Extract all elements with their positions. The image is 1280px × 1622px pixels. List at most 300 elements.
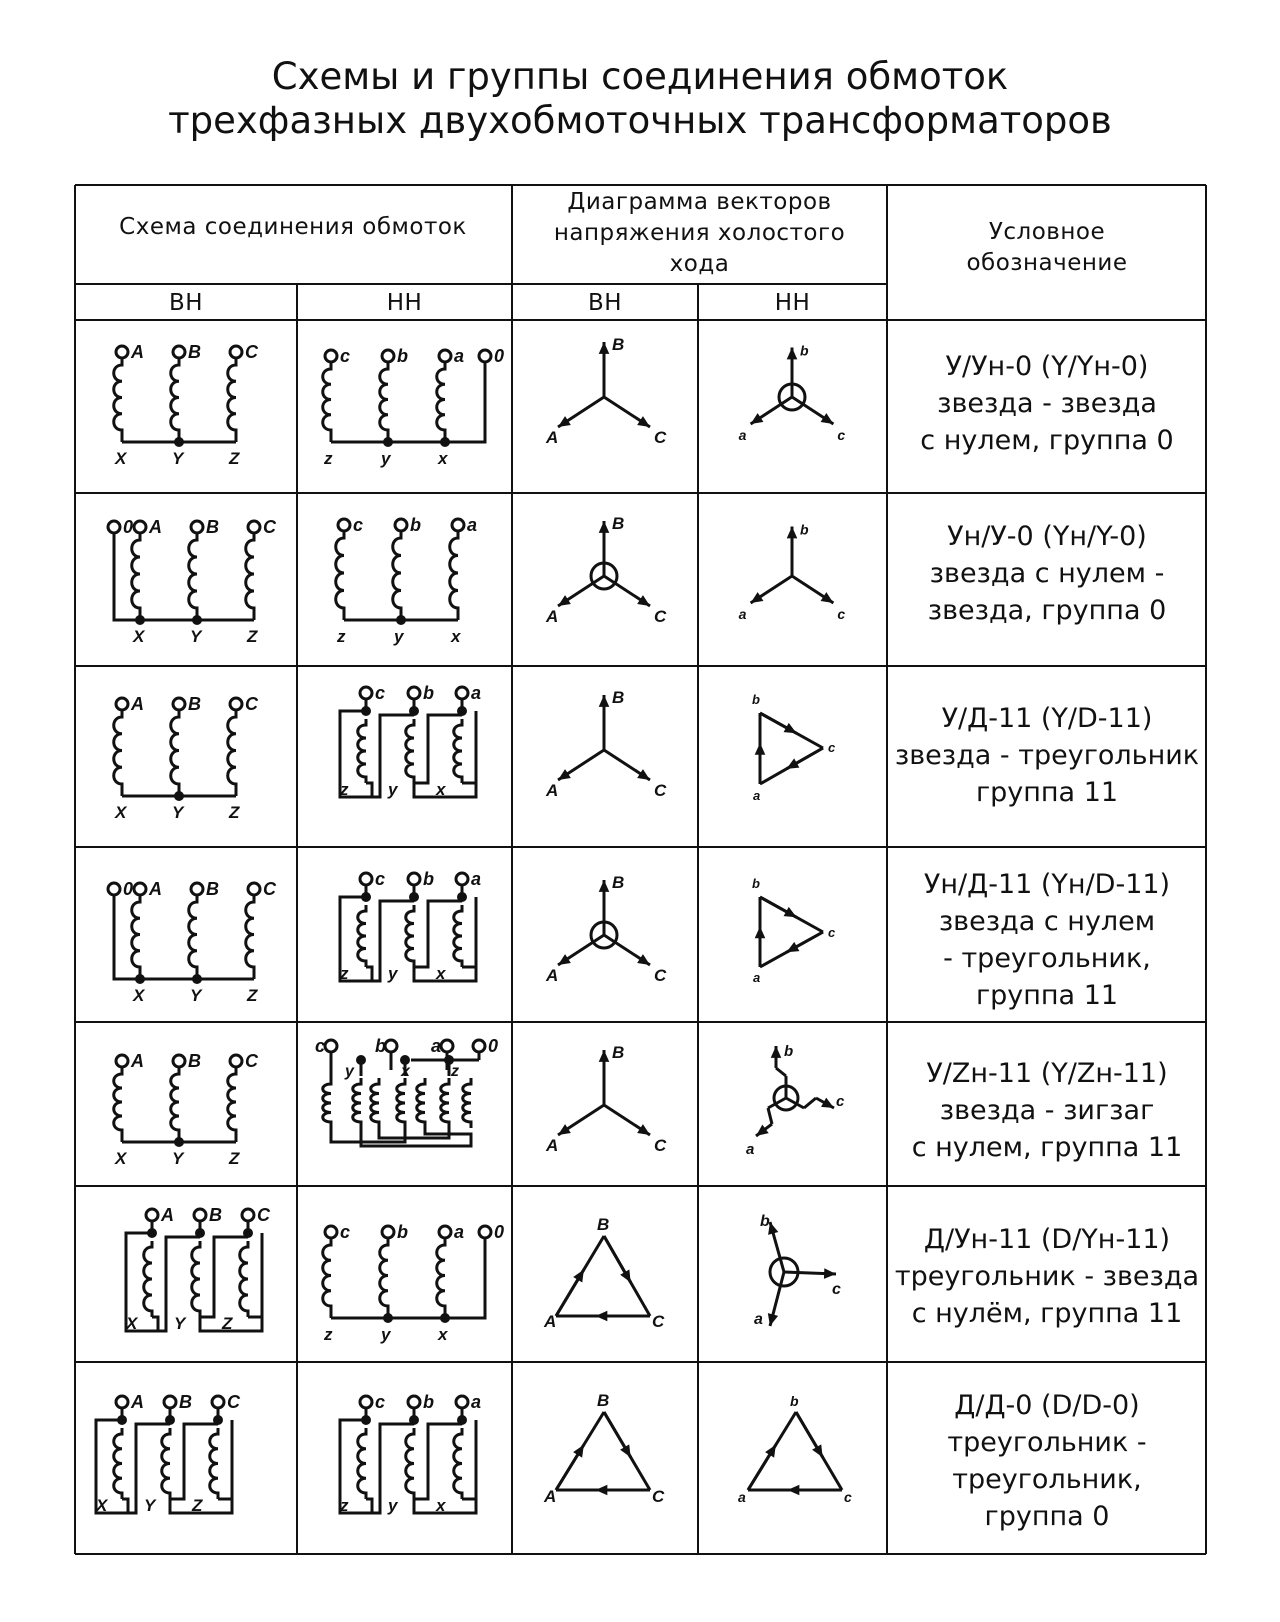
terminal-icon — [108, 883, 120, 895]
terminal-label: A — [149, 517, 162, 537]
junction-dot — [192, 615, 202, 625]
terminal-icon — [360, 1396, 372, 1408]
designation-line: звезда, группа 0 — [927, 595, 1167, 626]
wire — [366, 967, 372, 981]
terminal-label: 0 — [494, 1222, 505, 1242]
terminal-label: b — [800, 521, 809, 538]
terminal-label: B — [188, 694, 201, 714]
header-vector-line-2: напряжения холостого — [553, 220, 846, 246]
header-vector-line-3: хода — [669, 251, 730, 277]
junction-dot — [383, 1313, 393, 1323]
arrow-head-icon — [787, 348, 798, 360]
header-hv-vector: ВН — [587, 290, 623, 316]
designation-line: треугольник - — [947, 1427, 1147, 1458]
terminal-label: B — [206, 879, 219, 899]
terminal-icon — [382, 1226, 394, 1238]
terminal-label: z — [451, 1063, 459, 1080]
arrow-head-icon — [824, 1268, 836, 1279]
arrow-head-icon — [599, 342, 610, 354]
wire — [445, 362, 485, 442]
wire — [776, 1068, 786, 1076]
terminal-icon — [338, 519, 350, 531]
terminal-label: x — [436, 1496, 446, 1515]
coil-icon — [114, 359, 122, 436]
terminal-label: b — [790, 1393, 799, 1409]
wire — [760, 748, 823, 784]
terminal-label: c — [375, 683, 386, 703]
arrow-head-icon — [599, 880, 610, 892]
wire — [340, 897, 414, 981]
terminal-label: b — [752, 876, 760, 891]
coil-icon — [210, 1428, 218, 1499]
terminal-label: 0 — [494, 346, 505, 366]
terminal-label: 0 — [123, 517, 134, 537]
diagram-row — [125, 1205, 841, 1344]
terminal-icon — [408, 873, 420, 885]
header-designation-line-2: обозначение — [966, 250, 1128, 276]
terminal-label: a — [454, 1222, 465, 1242]
junction-dot — [396, 615, 406, 625]
coil-icon — [240, 1241, 248, 1317]
terminal-label: X — [133, 986, 145, 1005]
terminal-label: c — [340, 1222, 351, 1242]
terminal-label: a — [471, 869, 482, 889]
terminal-label: C — [245, 694, 258, 714]
terminal-label: X — [115, 449, 127, 468]
arrow-head-icon — [787, 527, 798, 539]
terminal-label: C — [654, 607, 667, 626]
terminal-label: c — [375, 869, 386, 889]
designation-line: треугольник - звезда — [894, 1261, 1200, 1292]
terminal-label: c — [340, 346, 351, 366]
wire — [748, 1412, 796, 1490]
terminal-icon — [452, 519, 464, 531]
terminal-icon — [191, 883, 203, 895]
terminal-label: x — [436, 964, 446, 983]
designation-cell — [888, 700, 1206, 811]
header-hv-scheme: ВН — [168, 290, 204, 316]
diagram-row — [95, 1391, 852, 1515]
terminal-label: A — [546, 607, 559, 626]
terminal-icon — [173, 698, 185, 710]
designation-line: Д/Ун-11 (D/Yн-11) — [923, 1224, 1171, 1255]
terminal-icon — [173, 346, 185, 358]
terminal-label: b — [423, 683, 434, 703]
terminal-label: A — [131, 694, 144, 714]
coil-icon — [132, 534, 140, 614]
terminal-icon — [230, 1055, 242, 1067]
wire — [796, 1412, 842, 1490]
coil-icon — [171, 359, 179, 436]
arrow-head-icon — [599, 1050, 610, 1062]
arrow-head-icon — [599, 521, 610, 533]
wire — [331, 1128, 405, 1142]
terminal-icon — [479, 1226, 491, 1238]
terminal-label: A — [131, 1051, 144, 1071]
terminal-label: z — [340, 1496, 349, 1515]
coil-icon — [171, 711, 179, 790]
designation-line: - треугольник, — [943, 943, 1151, 974]
coil-icon — [192, 1241, 200, 1317]
terminal-label: C — [257, 1205, 270, 1225]
terminal-label: B — [612, 1043, 625, 1062]
terminal-label: c — [353, 515, 364, 535]
diagram-row — [114, 683, 836, 822]
coil-icon — [406, 905, 414, 967]
coil-icon — [132, 896, 140, 973]
terminal-icon — [116, 346, 128, 358]
header-designation-line-1: Условное — [988, 219, 1106, 245]
terminal-label: A — [149, 879, 162, 899]
junction-dot — [192, 974, 202, 984]
wire — [760, 897, 823, 932]
coil-icon — [393, 532, 401, 614]
terminal-label: b — [375, 1036, 386, 1056]
terminal-icon — [134, 883, 146, 895]
coil-icon — [323, 1078, 331, 1128]
terminal-label: Z — [229, 1149, 240, 1168]
terminal-icon — [248, 883, 260, 895]
terminal-icon — [439, 350, 451, 362]
designation-line: звезда - зигзаг — [939, 1095, 1155, 1126]
designation-cell — [888, 1221, 1206, 1332]
terminal-label: A — [161, 1205, 174, 1225]
terminal-label: X — [115, 803, 127, 822]
junction-dot — [440, 1313, 450, 1323]
terminal-label: y — [388, 964, 398, 983]
coil-icon — [246, 896, 254, 973]
terminal-label: C — [263, 517, 276, 537]
terminal-icon — [408, 1396, 420, 1408]
junction-dot — [174, 1137, 184, 1147]
terminal-label: c — [836, 1093, 845, 1110]
terminal-label: A — [546, 1136, 559, 1155]
terminal-label: Y — [174, 1314, 186, 1333]
terminal-label: a — [431, 1036, 442, 1056]
terminal-icon — [194, 1209, 206, 1221]
terminal-icon — [242, 1209, 254, 1221]
terminal-label: C — [654, 428, 667, 447]
terminal-label: C — [652, 1487, 665, 1506]
diagram-row — [114, 335, 846, 468]
terminal-label: y — [388, 1496, 398, 1515]
coil-icon — [336, 532, 344, 614]
terminal-label: A — [131, 342, 144, 362]
coil-icon — [358, 719, 366, 783]
terminal-label: x — [451, 627, 461, 646]
designation-line: звезда - звезда — [937, 388, 1157, 419]
terminal-icon — [116, 698, 128, 710]
terminal-icon — [108, 521, 120, 533]
designation-line: У/Д-11 (Y/D-11) — [941, 703, 1153, 734]
designation-cell — [888, 1055, 1206, 1166]
wire — [760, 932, 823, 967]
junction-dot — [135, 615, 145, 625]
terminal-label: b — [423, 1392, 434, 1412]
coil-icon — [323, 1239, 331, 1312]
terminal-label: y — [381, 449, 391, 468]
header-designation — [888, 217, 1206, 279]
wire — [366, 783, 372, 797]
terminal-label: x — [438, 449, 448, 468]
terminal-label: Z — [229, 803, 240, 822]
designation-cell — [888, 866, 1206, 1014]
coil-icon — [450, 532, 458, 614]
designation-line: с нулем, группа 0 — [920, 425, 1174, 456]
coil-icon — [417, 1078, 425, 1128]
terminal-icon — [325, 1040, 337, 1052]
terminal-label: z — [324, 449, 333, 468]
terminal-label: Z — [229, 449, 240, 468]
terminal-icon — [212, 1396, 224, 1408]
terminal-icon — [456, 687, 468, 699]
junction-dot — [440, 437, 450, 447]
wire — [604, 1236, 650, 1316]
terminal-label: b — [752, 692, 760, 707]
terminal-label: A — [544, 1312, 557, 1331]
terminal-label: c — [828, 925, 836, 940]
terminal-label: b — [397, 346, 408, 366]
terminal-icon — [473, 1040, 485, 1052]
terminal-label: Z — [247, 627, 258, 646]
terminal-label: 0 — [488, 1036, 499, 1056]
terminal-icon — [395, 519, 407, 531]
terminal-icon — [248, 521, 260, 533]
coil-icon — [162, 1428, 170, 1499]
designation-line: звезда - треугольник — [894, 740, 1200, 771]
coil-icon — [228, 359, 236, 436]
wire — [445, 1238, 485, 1318]
diagram-row — [108, 869, 836, 1005]
terminal-icon — [439, 1226, 451, 1238]
terminal-label: b — [784, 1043, 794, 1060]
terminal-label: X — [133, 627, 145, 646]
designation-cell — [888, 518, 1206, 629]
junction-dot — [135, 974, 145, 984]
terminal-label: B — [179, 1392, 192, 1412]
terminal-label: a — [753, 970, 761, 985]
designation-line: с нулем, группа 11 — [911, 1132, 1183, 1163]
terminal-label: a — [454, 346, 465, 366]
wire — [760, 713, 823, 748]
terminal-label: B — [597, 1391, 610, 1410]
junction-dot — [383, 437, 393, 447]
terminal-label: A — [546, 781, 559, 800]
coil-icon — [358, 1428, 366, 1499]
terminal-icon — [191, 521, 203, 533]
terminal-label: C — [654, 781, 667, 800]
terminal-label: Y — [172, 449, 184, 468]
terminal-label: x — [436, 780, 446, 799]
terminal-label: y — [394, 627, 404, 646]
coil-icon — [358, 905, 366, 967]
terminal-icon — [146, 1209, 158, 1221]
terminal-label: C — [654, 966, 667, 985]
wire — [340, 711, 414, 797]
wire — [604, 1412, 650, 1490]
header-scheme: Схема соединения обмоток — [119, 214, 467, 240]
terminal-label: b — [410, 515, 421, 535]
coil-icon — [353, 1078, 361, 1128]
terminal-icon — [360, 873, 372, 885]
designation-line: группа 11 — [975, 777, 1119, 808]
coil-icon — [323, 363, 331, 436]
terminal-label: a — [738, 606, 747, 622]
terminal-label: a — [746, 1141, 755, 1158]
terminal-label: C — [652, 1312, 665, 1331]
designation-line: У/Ун-0 (Y/Yн-0) — [945, 351, 1149, 382]
terminal-label: Y — [172, 803, 184, 822]
terminal-icon — [456, 1396, 468, 1408]
coil-icon — [437, 1239, 445, 1312]
terminal-label: B — [612, 688, 625, 707]
wire — [804, 1098, 816, 1108]
terminal-icon — [116, 1055, 128, 1067]
wire — [340, 1420, 414, 1513]
terminal-label: a — [738, 1489, 746, 1505]
coil-icon — [228, 711, 236, 790]
title-line-1: Схемы и группы соединения обмоток — [271, 55, 1009, 98]
header-lv-scheme: НН — [386, 290, 423, 316]
terminal-label: C — [245, 1051, 258, 1071]
terminal-label: a — [738, 427, 747, 443]
terminal-label: C — [263, 879, 276, 899]
terminal-label: A — [544, 1487, 557, 1506]
terminal-icon — [360, 687, 372, 699]
terminal-label: C — [227, 1392, 240, 1412]
designation-line: группа 0 — [984, 1501, 1110, 1532]
coil-icon — [406, 1428, 414, 1499]
terminal-label: x — [401, 1063, 410, 1080]
terminal-label: B — [206, 517, 219, 537]
title-line-2: трехфазных двухобмоточных трансформаторов — [168, 99, 1112, 142]
designation-line: звезда с нулем - — [929, 558, 1165, 589]
terminal-label: Z — [222, 1314, 233, 1333]
terminal-label: B — [188, 342, 201, 362]
coil-icon — [189, 896, 197, 973]
terminal-label: A — [546, 428, 559, 447]
terminal-label: B — [209, 1205, 222, 1225]
designation-line: треугольник, — [952, 1464, 1142, 1495]
coil-icon — [463, 1078, 471, 1128]
terminal-label: a — [467, 515, 478, 535]
wire — [556, 1236, 604, 1316]
terminal-icon — [164, 1396, 176, 1408]
terminal-label: B — [612, 873, 625, 892]
terminal-icon — [456, 873, 468, 885]
terminal-icon — [441, 1040, 453, 1052]
terminal-label: A — [546, 966, 559, 985]
terminal-label: a — [471, 1392, 482, 1412]
terminal-label: a — [471, 683, 482, 703]
terminal-label: c — [837, 427, 846, 443]
coil-icon — [380, 1239, 388, 1312]
designation-line: Ун/У-0 (Yн/Y-0) — [947, 521, 1147, 552]
terminal-label: Y — [144, 1496, 156, 1515]
designation-cell — [888, 1387, 1206, 1535]
coil-icon — [371, 1078, 379, 1128]
terminal-icon — [230, 346, 242, 358]
arrow-head-icon — [599, 695, 610, 707]
terminal-label: Y — [190, 627, 202, 646]
coil-icon — [189, 534, 197, 614]
terminal-label: B — [612, 514, 625, 533]
coil-icon — [114, 1068, 122, 1136]
coil-icon — [246, 534, 254, 614]
terminal-label: Y — [172, 1149, 184, 1168]
terminal-label: z — [337, 627, 346, 646]
diagrams — [95, 335, 852, 1515]
terminal-icon — [325, 350, 337, 362]
wire — [768, 1108, 772, 1124]
coil-icon — [454, 905, 462, 967]
designation-line: Д/Д-0 (D/D-0) — [954, 1390, 1140, 1421]
coil-icon — [114, 711, 122, 790]
terminal-label: C — [245, 342, 258, 362]
terminal-label: Y — [190, 986, 202, 1005]
terminal-icon — [385, 1040, 397, 1052]
terminal-label: Z — [192, 1496, 203, 1515]
terminal-label: B — [612, 335, 625, 354]
terminal-label: b — [760, 1213, 770, 1230]
coil-icon — [228, 1068, 236, 1136]
wire — [556, 1412, 604, 1490]
terminal-label: C — [654, 1136, 667, 1155]
terminal-icon — [382, 350, 394, 362]
designation-line: звезда с нулем — [938, 906, 1156, 937]
terminal-label: X — [126, 1314, 138, 1333]
terminal-label: c — [315, 1036, 326, 1056]
terminal-label: c — [832, 1281, 841, 1298]
terminal-label: z — [324, 1325, 333, 1344]
terminal-label: a — [753, 788, 761, 803]
junction-dot — [356, 1055, 366, 1065]
coil-icon — [406, 719, 414, 783]
terminal-label: b — [397, 1222, 408, 1242]
terminal-label: A — [131, 1392, 144, 1412]
designation-line: У/Zн-11 (Y/Zн-11) — [926, 1058, 1168, 1089]
header-vector-line-1: Диаграмма векторов — [567, 189, 832, 215]
terminal-label: Z — [247, 986, 258, 1005]
terminal-icon — [479, 350, 491, 362]
terminal-icon — [408, 687, 420, 699]
wire — [152, 1317, 158, 1331]
coil-icon — [397, 1078, 405, 1128]
terminal-label: z — [340, 780, 349, 799]
coil-icon — [114, 1428, 122, 1499]
designation-line: с нулём, группа 11 — [911, 1298, 1183, 1329]
terminal-label: y — [381, 1325, 391, 1344]
terminal-label: c — [844, 1489, 852, 1505]
wire — [122, 1499, 128, 1513]
terminal-icon — [116, 1396, 128, 1408]
terminal-label: x — [438, 1325, 448, 1344]
terminal-label: z — [340, 964, 349, 983]
terminal-label: a — [754, 1311, 763, 1328]
terminal-label: X — [115, 1149, 127, 1168]
coil-icon — [454, 1428, 462, 1499]
designation-cell — [888, 348, 1206, 459]
terminal-label: 0 — [123, 879, 134, 899]
wire — [366, 1499, 372, 1513]
coil-icon — [454, 719, 462, 783]
terminal-label: B — [188, 1051, 201, 1071]
junction-dot — [174, 791, 184, 801]
header-vector-diagram — [512, 187, 887, 280]
terminal-label: b — [423, 869, 434, 889]
arrow-head-icon — [771, 1046, 782, 1058]
header-lv-vector: НН — [774, 290, 811, 316]
